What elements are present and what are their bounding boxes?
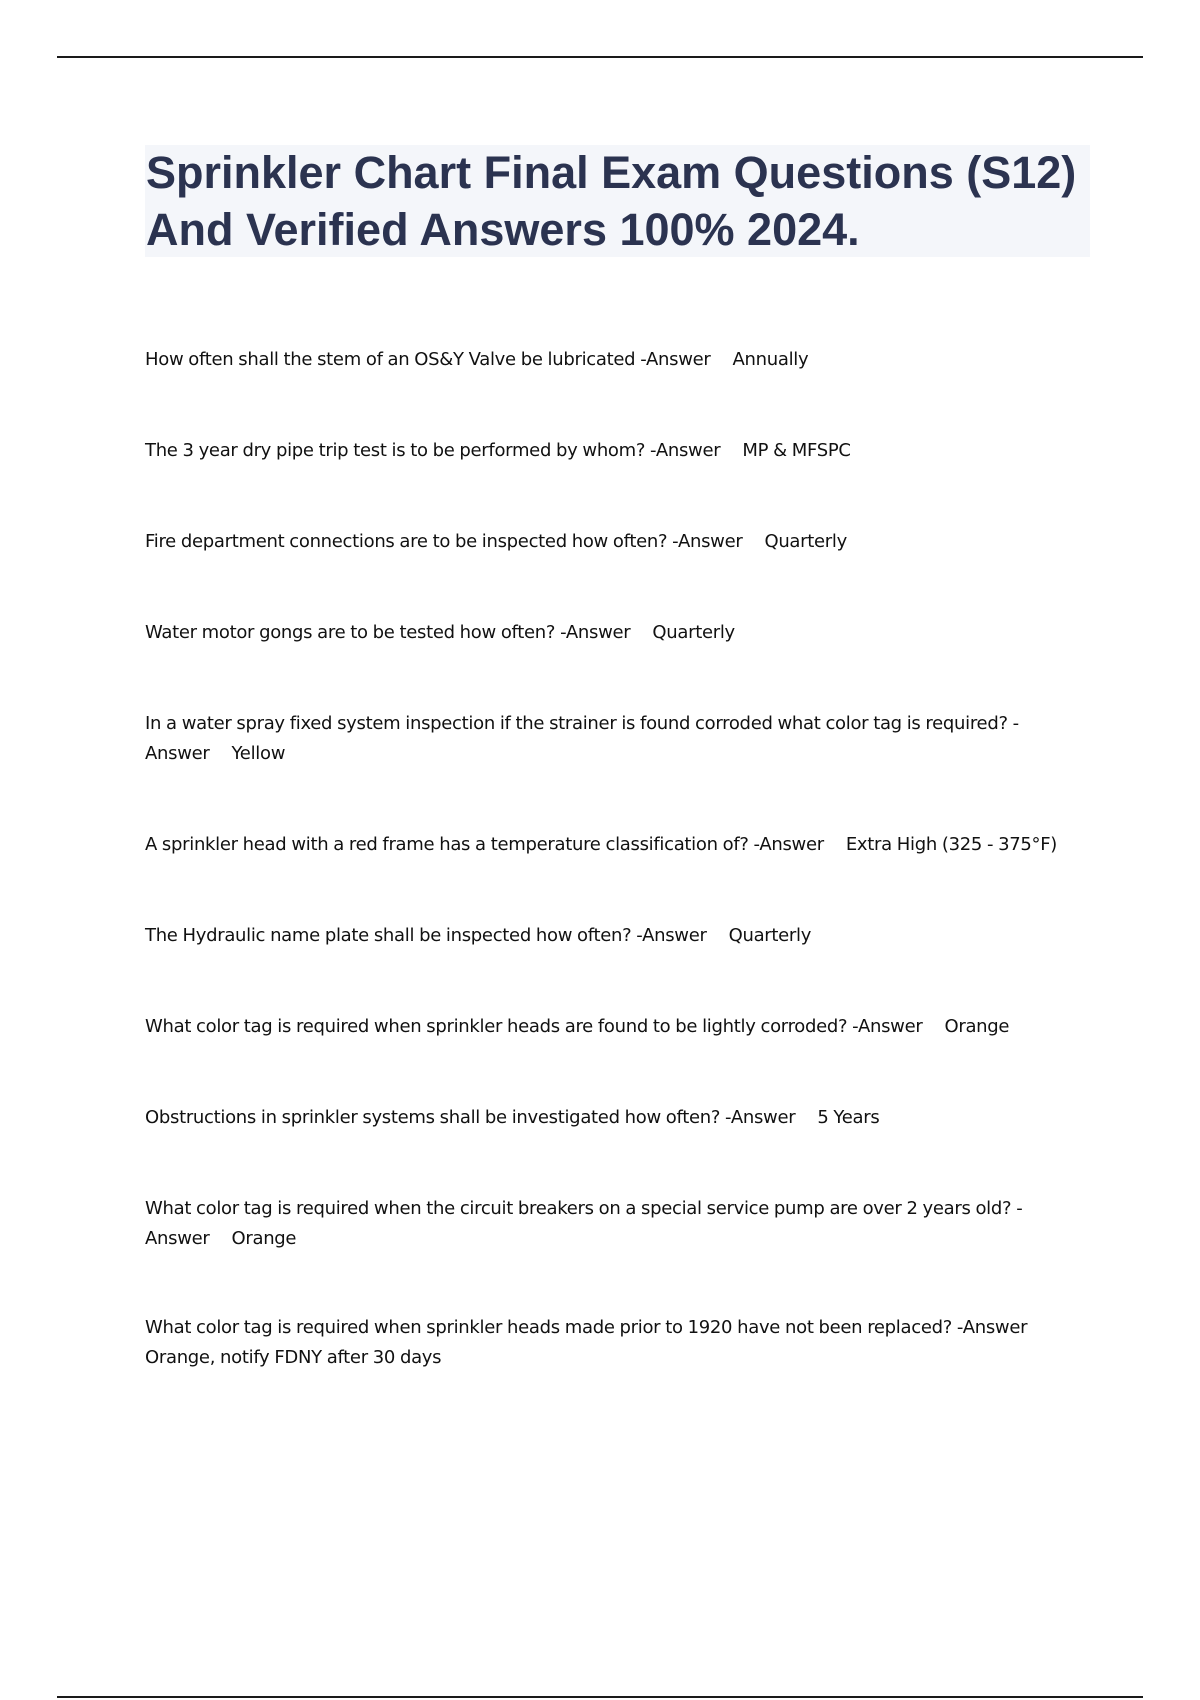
question-text: The Hydraulic name plate shall be inspected how often? -Answer bbox=[145, 925, 707, 946]
answer-text: Yellow bbox=[231, 743, 286, 764]
question-text: Water motor gongs are to be tested how often? -Answer bbox=[145, 622, 631, 643]
qa-item-3 bbox=[145, 527, 1085, 557]
question-text: Obstructions in sprinkler systems shall be investigated how often? -Answer bbox=[145, 1107, 796, 1128]
answer-text: Annually bbox=[732, 349, 809, 370]
answer-text: Quarterly bbox=[652, 622, 735, 643]
answer-text: Quarterly bbox=[728, 925, 812, 946]
qa-item-4 bbox=[145, 618, 1085, 648]
qa-item-9 bbox=[145, 1103, 1085, 1133]
answer-text: 5 Years bbox=[817, 1107, 880, 1128]
qa-item-2 bbox=[145, 436, 1085, 466]
qa-item-8 bbox=[145, 1012, 1085, 1042]
qa-item-5 bbox=[145, 709, 1085, 769]
answer-text: Quarterly bbox=[764, 531, 847, 552]
question-text: What color tag is required when sprinkler heads made prior to 1920 have not been replaced? -Answer bbox=[145, 1317, 1028, 1338]
answer-text: Orange, notify FDNY after 30 days bbox=[145, 1347, 442, 1368]
answer-text: MP & MFSPC bbox=[742, 440, 851, 461]
top-rule bbox=[57, 56, 1143, 58]
question-text: Fire department connections are to be inspected how often? -Answer bbox=[145, 531, 743, 552]
question-text: In a water spray fixed system inspection if the strainer is found corroded what color tag is required? -Answer bbox=[145, 713, 1019, 764]
question-text: What color tag is required when the circuit breakers on a special service pump are over 2 years old? -Answer bbox=[145, 1198, 1023, 1249]
answer-text: Orange bbox=[231, 1228, 297, 1249]
answer-text: Orange bbox=[944, 1016, 1010, 1037]
answer-text: Extra High (325 - 375°F) bbox=[845, 834, 1058, 855]
question-text: The 3 year dry pipe trip test is to be performed by whom? -Answer bbox=[145, 440, 721, 461]
question-text: What color tag is required when sprinkler heads are found to be lightly corroded? -Answer bbox=[145, 1016, 923, 1037]
question-text: A sprinkler head with a red frame has a temperature classification of? -Answer bbox=[145, 834, 824, 855]
bottom-rule bbox=[57, 1696, 1143, 1698]
qa-item-10 bbox=[145, 1194, 1085, 1254]
document-title: Sprinkler Chart Final Exam Questions (S12) And Verified Answers 100% 2024. bbox=[146, 147, 1077, 255]
qa-item-1 bbox=[145, 345, 1085, 375]
qa-item-7 bbox=[145, 921, 1085, 951]
qa-item-6 bbox=[145, 830, 1085, 860]
qa-item-11 bbox=[145, 1313, 1085, 1373]
question-text: How often shall the stem of an OS&Y Valve be lubricated -Answer bbox=[145, 349, 711, 370]
